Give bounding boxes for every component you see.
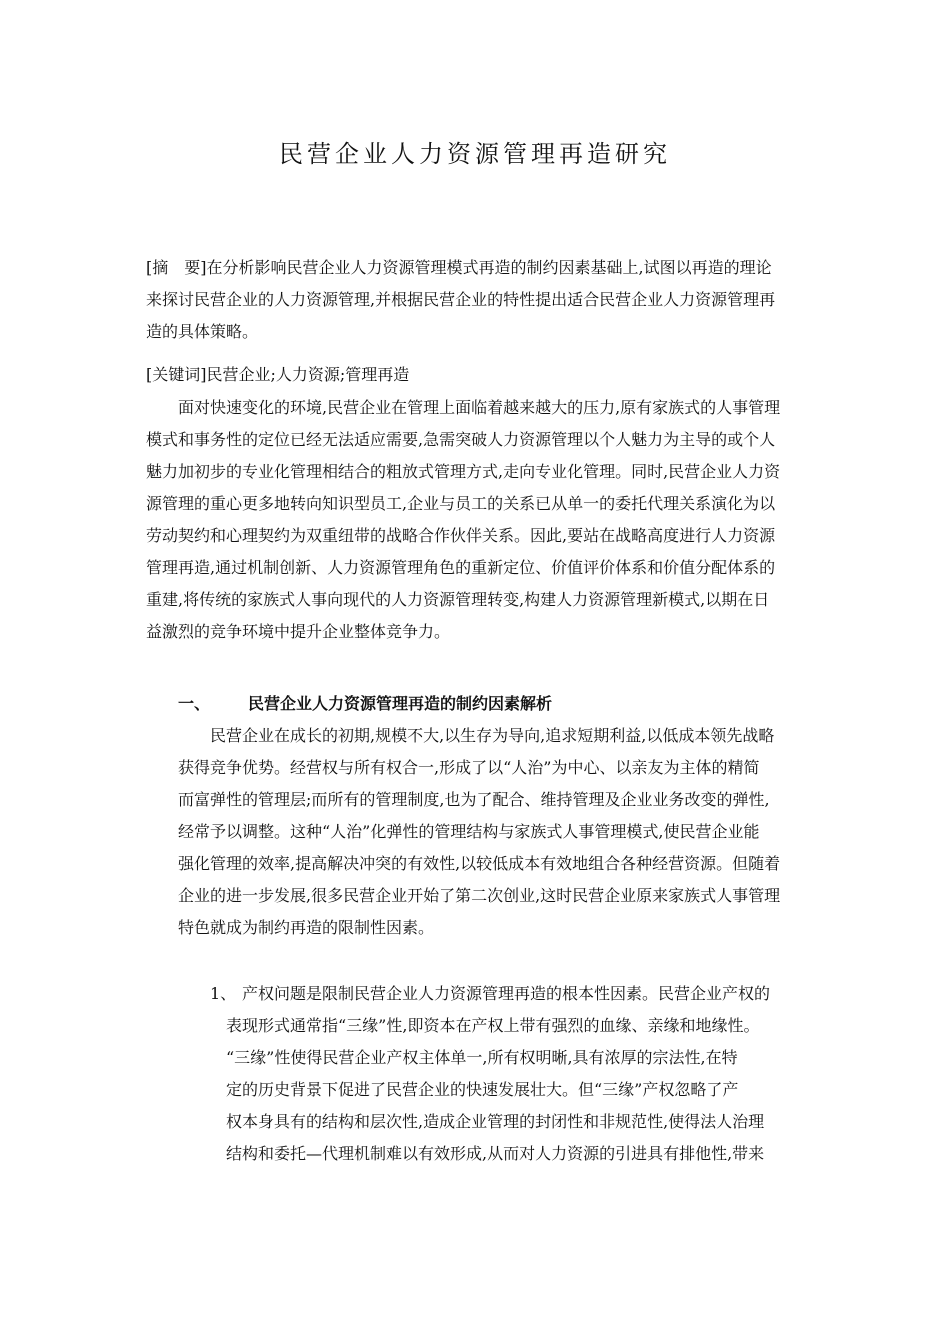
paragraph-line: 获得竞争优势。经营权与所有权合一,形成了以“人治”为中心、以亲友为主体的精简	[178, 758, 760, 777]
abstract-line: 造的具体策略。	[146, 322, 259, 341]
intro-paragraph	[146, 392, 806, 648]
document-title: 民营企业人力资源管理再造研究	[279, 140, 671, 168]
paragraph-line: 重建,将传统的家族式人事向现代的人力资源管理转变,构建人力资源管理新模式,以期在日	[146, 590, 770, 609]
paragraph-line: 劳动契约和心理契约为双重纽带的战略合作伙伴关系。因此,要站在战略高度进行人力资源	[146, 526, 776, 545]
paragraph-line: 民营企业在成长的初期,规模不大,以生存为导向,追求短期利益,以低成本领先战略	[210, 726, 775, 745]
paragraph-line: 特色就成为制约再造的限制性因素。	[178, 918, 435, 937]
paragraph-line: 益激烈的竞争环境中提升企业整体竞争力。	[146, 622, 451, 641]
keywords-line: [关键词]民营企业;人力资源;管理再造	[146, 365, 410, 384]
paragraph-line: 结构和委托—代理机制难以有效形成,从而对人力资源的引进具有排他性,带来	[226, 1144, 765, 1163]
abstract-line: [摘 要]在分析影响民营企业人力资源管理模式再造的制约因素基础上,试图以再造的理论	[146, 258, 772, 277]
list-item	[210, 978, 806, 1170]
section-heading	[178, 688, 806, 720]
abstract-line: 来探讨民营企业的人力资源管理,并根据民营企业的特性提出适合民营企业人力资源管理再	[146, 290, 776, 309]
paragraph-line: “三缘”性使得民营企业产权主体单一,所有权明晰,具有浓厚的宗法性,在特	[226, 1048, 738, 1067]
abstract-paragraph	[146, 252, 806, 348]
paragraph-line: 表现形式通常指“三缘”性,即资本在产权上带有强烈的血缘、亲缘和地缘性。	[226, 1016, 760, 1035]
paragraph-line: 产权问题是限制民营企业人力资源管理再造的根本性因素。民营企业产权的	[242, 984, 771, 1003]
list-item-number: 1、	[210, 984, 237, 1003]
paragraph-line: 定的历史背景下促进了民营企业的快速发展壮大。但“三缘”产权忽略了产	[226, 1080, 739, 1099]
section-paragraph	[178, 720, 806, 944]
paragraph-line: 魅力加初步的专业化管理相结合的粗放式管理方式,走向专业化管理。同时,民营企业人力资	[146, 462, 781, 481]
paragraph-line: 强化管理的效率,提高解决冲突的有效性,以较低成本有效地组合各种经营资源。但随着	[178, 854, 781, 873]
paragraph-line: 经常予以调整。这种“人治”化弹性的管理结构与家族式人事管理模式,使民营企业能	[178, 822, 760, 841]
paragraph-line: 模式和事务性的定位已经无法适应需要,急需突破人力资源管理以个人魅力为主导的或个人	[146, 430, 776, 449]
section-title: 民营企业人力资源管理再造的制约因素解析	[248, 694, 553, 713]
section-number: 一、	[178, 694, 211, 713]
paragraph-line: 管理再造,通过机制创新、人力资源管理角色的重新定位、价值评价体系和价值分配体系的	[146, 558, 776, 577]
paragraph-line: 而富弹性的管理层;而所有的管理制度,也为了配合、维持管理及企业业务改变的弹性,	[178, 790, 770, 809]
list-item-text	[210, 978, 806, 1170]
paragraph-line: 源管理的重心更多地转向知识型员工,企业与员工的关系已从单一的委托代理关系演化为以	[146, 494, 776, 513]
paragraph-line: 企业的进一步发展,很多民营企业开始了第二次创业,这时民营企业原来家族式人事管理	[178, 886, 781, 905]
paragraph-line: 面对快速变化的环境,民营企业在管理上面临着越来越大的压力,原有家族式的人事管理	[178, 398, 781, 417]
paragraph-line: 权本身具有的结构和层次性,造成企业管理的封闭性和非规范性,使得法人治理	[226, 1112, 765, 1131]
